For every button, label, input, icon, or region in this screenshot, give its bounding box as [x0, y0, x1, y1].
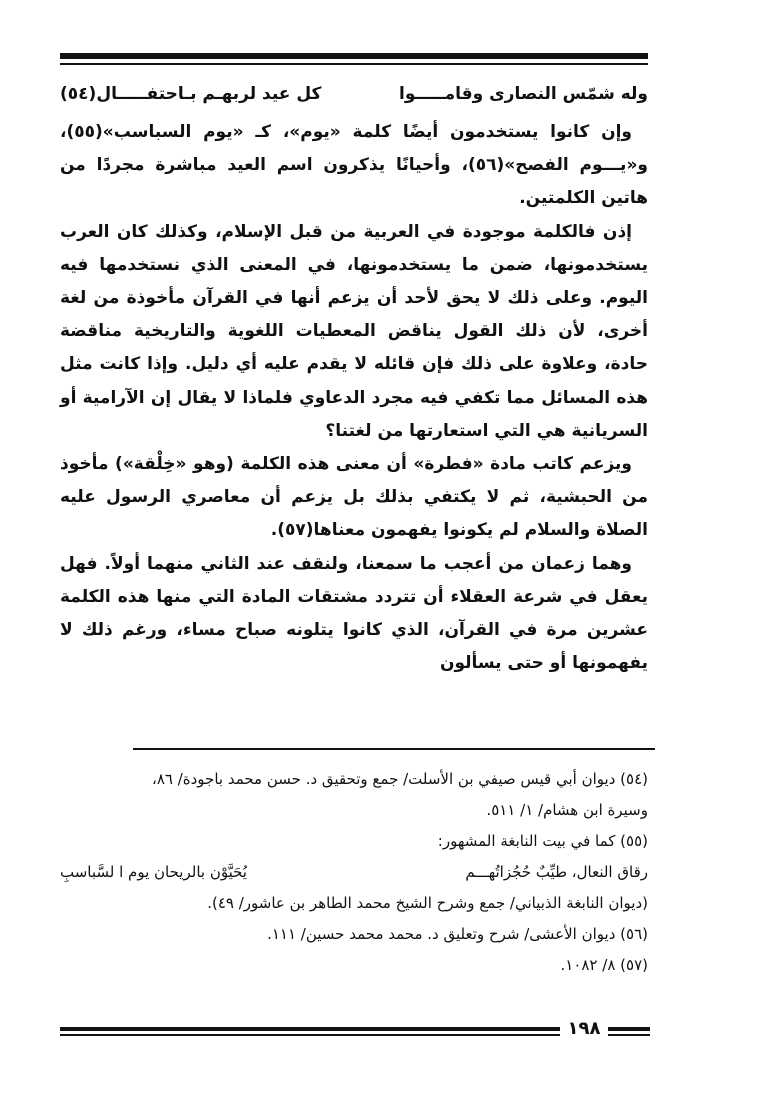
poem-first-hemistich: رقاق النعال، طيِّبٌ حُجُزاتُهـــم	[465, 863, 648, 881]
footnote-poem-verse	[60, 857, 648, 888]
verse-first-hemistich: وله شمّس النصارى وقامـــــوا	[399, 84, 648, 104]
paragraph-4: وهما زعمان من أعجب ما سمعنا، ولنقف عند الثاني منهما أولاً. فهل يعقل في شرعة العقلاء أن تتردد مشتقات المادة التي منها هذه الكلمة عشرين مرة في القرآن، الذي كانوا يتلونه صباح مساء، ورغم ذلك لا يفهمونها أو حتى يسألون	[60, 553, 648, 674]
bottom-rule-left-thin	[60, 1034, 560, 1036]
poem-second-hemistich: يُحَيَّوْن بالريحان يوم ا لسَّباسبِ	[60, 863, 247, 881]
paragraph-2: إذن فالكلمة موجودة في العربية من قبل الإسلام، وكذلك كان العرب يستخدمونها، ضمن ما يستخدمونها، في المعنى الذي نستخدمها فيه اليوم. وعلى ذلك لا يحق لأحد أن يزعم أنها في القرآن مأخوذة من لغة أخرى، لأن ذلك القول يناقض المعطيات اللغوية والتاريخية مناقضة حادة، وعلاوة على ذلك فإن قائله لا يقدم عليه أي دليل. وإذا كانت مثل هذه المسائل مما تكفي فيه مجرد الدعاوي فلماذا لا يقال إن الآرامية أو السريانية هي التي استعارتها من لغتنا؟	[60, 221, 648, 441]
paragraph-3: ويزعم كاتب مادة «فطرة» أن معنى هذه الكلمة (وهو «خِلْقة») مأخوذ من الحبشية، ثم لا يكتفي بذلك بل يزعم أن معاصري الرسول عليه الصلاة والسلام لم يكونوا يفهمون معناها(٥٧).	[60, 454, 648, 541]
footnote-57: (٥٧) ٨/ ١٠٨٢.	[560, 956, 648, 974]
opening-verse	[60, 84, 648, 112]
footnote-54-line-1: (٥٤) ديوان أبي قيس صيفي بن الأسلت/ جمع وتحقيق د. حسن محمد باجودة/ ٨٦،	[151, 770, 648, 788]
verse-second-hemistich: كل عيد لربهـم بـاحتفـــــال(٥٤)	[60, 84, 322, 104]
page-number: ١٩٨	[567, 1018, 601, 1039]
top-rule-thin	[60, 63, 648, 65]
top-rule-thick	[60, 53, 648, 59]
footnote-55-intro: (٥٥) كما في بيت النابغة المشهور:	[437, 832, 648, 850]
footnote-54-line-2: وسيرة ابن هشام/ ١/ ٥١١.	[486, 801, 648, 819]
bottom-rule-left-thick	[60, 1027, 560, 1031]
bottom-rule-right-thick	[608, 1027, 650, 1031]
footnote-56: (٥٦) ديوان الأعشى/ شرح وتعليق د. محمد محمد حسين/ ١١١.	[267, 925, 648, 943]
bottom-rule-right-thin	[608, 1034, 650, 1036]
main-text	[60, 116, 648, 680]
footnotes	[60, 764, 648, 981]
footnote-separator	[133, 748, 655, 750]
footnote-55-source: (ديوان النابغة الذبياني/ جمع وشرح الشيخ محمد الطاهر بن عاشور/ ٤٩).	[207, 894, 648, 912]
paragraph-1: وإن كانوا يستخدمون أيضًا كلمة «يوم»، كـ «يوم السباسب»(٥٥)، و«يـــوم الفصح»(٥٦)، وأحيانًا يذكرون اسم العيد مباشرة مجردًا من هاتين الكلمتين.	[60, 122, 648, 209]
